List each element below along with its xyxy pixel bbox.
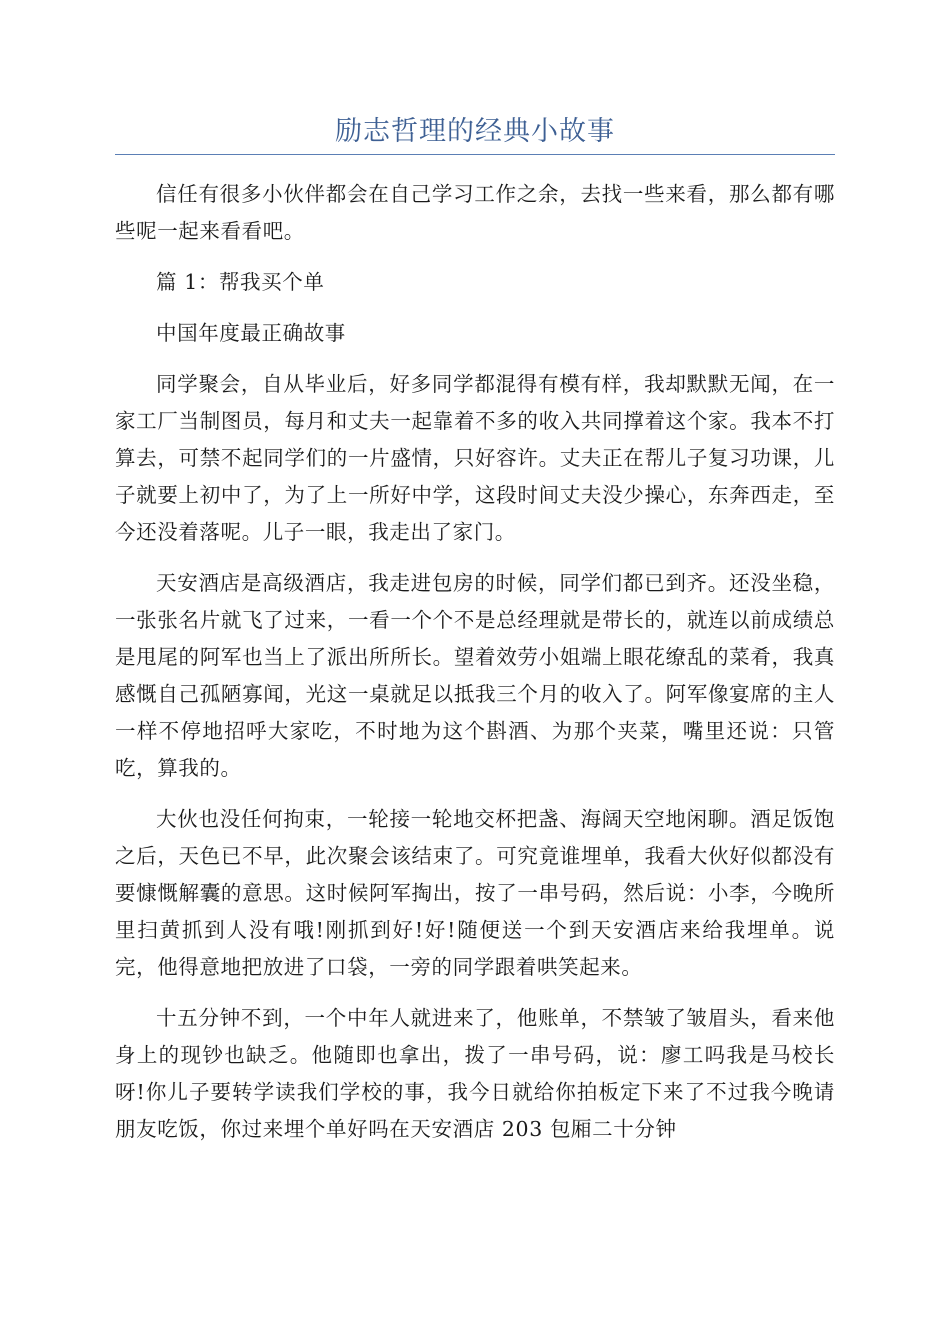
paragraph-story-2: 天安酒店是高级酒店，我走进包房的时候，同学们都已到齐。还没坐稳，一张张名片就飞了过来，一看一个个不是总经理就是带长的，就连以前成绩总是甩尾的阿军也当上了派出所所长。望着效劳小姐端上眼花缭乱的菜肴，我真感慨自己孤陋寡闻，光这一桌就足以抵我三个月的收入了。阿军像宴席的主人一样不停地招呼大家吃，不时地为这个斟酒、为那个夹菜，嘴里还说：只管吃，算我的。: [115, 571, 835, 780]
paragraph-subtitle: 中国年度最正确故事: [156, 321, 346, 345]
paragraph-chapter-heading: 篇 1：帮我买个单: [156, 270, 325, 294]
paragraph-story-1: 同学聚会，自从毕业后，好多同学都混得有模有样，我却默默无闻，在一家工厂当制图员，每月和丈夫一起靠着不多的收入共同撑着这个家。我本不打算去，可禁不起同学们的一片盛情，只好容许。丈夫正在帮儿子复习功课，儿子就要上初中了，为了上一所好中学，这段时间丈夫没少操心，东奔西走，至今还没着落呢。儿子一眼，我走出了家门。: [115, 372, 835, 544]
document-body: [115, 176, 835, 1162]
paragraph-story-4: 十五分钟不到，一个中年人就进来了，他账单，不禁皱了皱眉头，看来他身上的现钞也缺乏。他随即也拿出，拨了一串号码，说：廖工吗我是马校长呀!你儿子要转学读我们学校的事，我今日就给你拍板定下来了不过我今晚请朋友吃饭，你过来埋个单好吗在天安酒店 203 包厢二十分钟: [115, 1006, 835, 1141]
title-underline: [115, 154, 835, 155]
document-title: 励志哲理的经典小故事: [335, 116, 615, 147]
paragraph-story-3: 大伙也没任何拘束，一轮接一轮地交杯把盏、海阔天空地闲聊。酒足饭饱之后，天色已不早，此次聚会该结束了。可究竟谁埋单，我看大伙好似都没有要慷慨解囊的意思。这时候阿军掏出，按了一串号码，然后说：小李，今晚所里扫黄抓到人没有哦!刚抓到好!好!随便送一个到天安酒店来给我埋单。说完，他得意地把放进了口袋，一旁的同学跟着哄笑起来。: [115, 807, 835, 979]
paragraph-intro: 信任有很多小伙伴都会在自己学习工作之余，去找一些来看，那么都有哪些呢一起来看看吧。: [115, 182, 835, 243]
